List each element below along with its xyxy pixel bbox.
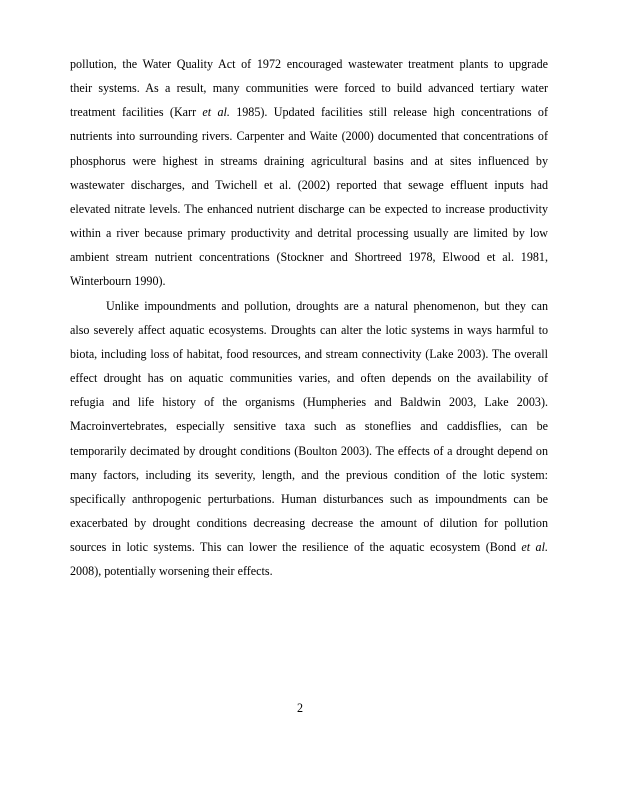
text-segment: 1985). Updated facilities still release high concentrations of <box>229 105 548 120</box>
text-line: exacerbated by drought conditions decreasing decrease the amount of dilution for pollution <box>70 515 548 530</box>
text-line: 2008), potentially worsening their effects. <box>70 564 273 579</box>
text-line: ambient stream nutrient concentrations (Stockner and Shortreed 1978, Elwood et al. 1981, <box>70 250 548 265</box>
text-segment: sources in lotic systems. This can lower the resilience of the aquatic ecosystem (Bond <box>70 540 522 555</box>
italic-text: et al. <box>521 540 548 555</box>
text-line: temporarily decimated by drought conditions (Boulton 2003). The effects of a drought depend on <box>70 443 548 458</box>
text-line: many factors, including its severity, length, and the previous condition of the lotic system: <box>70 467 548 482</box>
text-line: nutrients into surrounding rivers. Carpenter and Waite (2000) documented that concentrations of <box>70 129 548 144</box>
text-line: effect drought has on aquatic communities varies, and often depends on the availability of <box>70 371 548 386</box>
text-line: Unlike impoundments and pollution, droughts are a natural phenomenon, but they can <box>106 298 548 313</box>
text-line: within a river because primary productivity and detrital processing usually are limited by low <box>70 226 548 241</box>
text-line: their systems. As a result, many communities were forced to build advanced tertiary water <box>70 81 548 96</box>
text-segment: treatment facilities (Karr <box>70 105 203 120</box>
text-line <box>70 535 548 559</box>
text-line: Winterbourn 1990). <box>70 274 166 289</box>
text-line: pollution, the Water Quality Act of 1972 encouraged wastewater treatment plants to upgrade <box>70 57 548 71</box>
page-number: 2 <box>296 701 304 715</box>
text-line <box>70 100 548 124</box>
body-text <box>70 52 548 583</box>
text-line: specifically anthropogenic perturbations. Human disturbances such as impoundments can be <box>70 491 548 506</box>
text-line: elevated nitrate levels. The enhanced nutrient discharge can be expected to increase productivity <box>70 201 548 216</box>
text-line: phosphorus were highest in streams draining agricultural basins and at sites influenced by <box>70 153 548 168</box>
text-line: biota, including loss of habitat, food resources, and stream connectivity (Lake 2003). The overall <box>70 346 548 361</box>
text-line: also severely affect aquatic ecosystems. Droughts can alter the lotic systems in ways harmful to <box>70 322 548 337</box>
text-line: refugia and life history of the organisms (Humpheries and Baldwin 2003, Lake 2003). <box>70 395 548 410</box>
text-line: Macroinvertebrates, especially sensitive taxa such as stoneflies and caddisflies, can be <box>70 419 548 434</box>
italic-text: et al. <box>202 105 230 120</box>
text-line: wastewater discharges, and Twichell et al. (2002) reported that sewage effluent inputs had <box>70 177 548 192</box>
